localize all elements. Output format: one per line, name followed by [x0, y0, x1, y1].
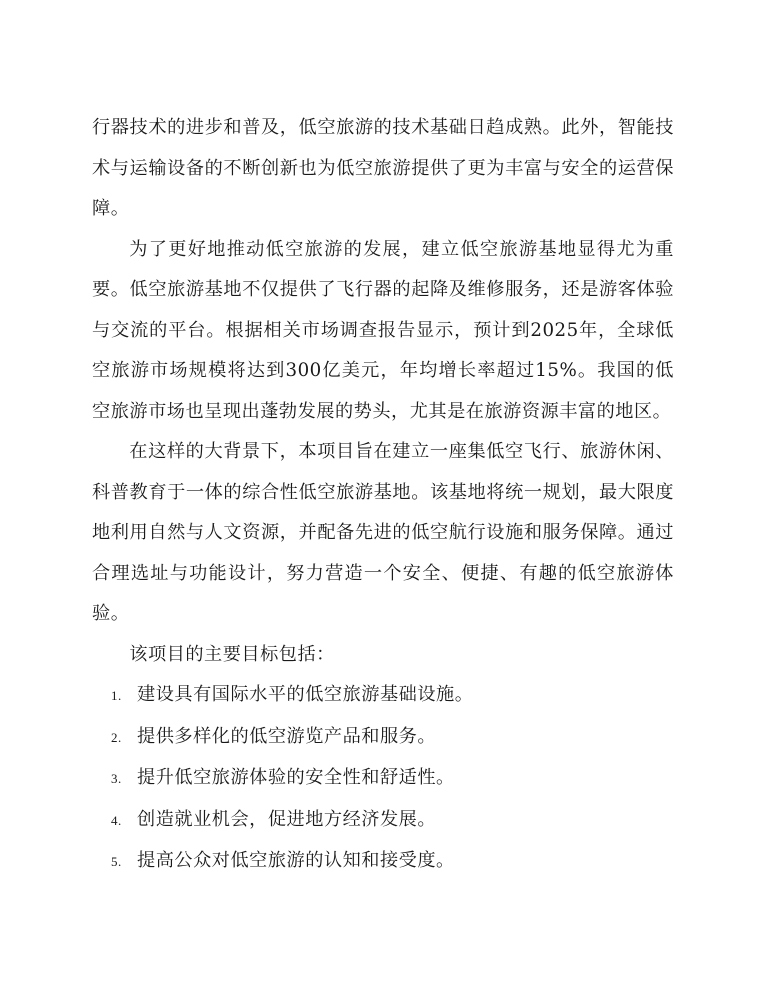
list-item	[92, 800, 674, 842]
list-item-text: 提供多样化的低空游览产品和服务。	[137, 725, 437, 747]
goals-list	[92, 675, 674, 883]
list-item-text: 建设具有国际水平的低空旅游基础设施。	[137, 684, 474, 705]
list-item-text: 提高公众对低空旅游的认知和接受度。	[137, 850, 455, 871]
paragraph-goals-intro: 该项目的主要目标包括：	[129, 643, 335, 665]
list-item-number: 5.	[111, 854, 122, 869]
list-item-text: 创造就业机会，促进地方经济发展。	[137, 808, 437, 830]
list-item-text: 提升低空旅游体验的安全性和舒适性。	[137, 767, 455, 788]
paragraph-background: 在这样的大背景下，本项目旨在建立一座集低空飞行、旅游休闲、科普教育于一体的综合性低空旅游基地。该基地将统一规划，最大限度地利用自然与人文资源，并配备先进的低空航行设施和服务保障。通过合理选址与功能设计，努力营造一个安全、便捷、有趣的低空旅游体验。	[92, 441, 674, 624]
list-item	[92, 841, 674, 883]
paragraph-continuation: 行器技术的进步和普及，低空旅游的技术基础日趋成熟。此外，智能技术与运输设备的不断创新也为低空旅游提供了更为丰富与安全的运营保障。	[92, 117, 674, 219]
document-page	[92, 108, 674, 883]
list-item-number: 1.	[111, 688, 122, 703]
list-item-number: 2.	[111, 729, 122, 745]
list-item	[92, 675, 674, 717]
list-item	[92, 758, 674, 800]
list-item-number: 3.	[111, 771, 122, 786]
paragraph-development: 为了更好地推动低空旅游的发展，建立低空旅游基地显得尤为重要。低空旅游基地不仅提供了飞行器的起降及维修服务，还是游客体验与交流的平台。根据相关市场调查报告显示，预计到2025年，全球低空旅游市场规模将达到300亿美元，年均增长率超过15%。我国的低空旅游市场也呈现出蓬勃发展的势头，尤其是在旅游资源丰富的地区。	[92, 238, 674, 422]
list-item-number: 4.	[111, 812, 122, 828]
list-item	[92, 717, 674, 759]
